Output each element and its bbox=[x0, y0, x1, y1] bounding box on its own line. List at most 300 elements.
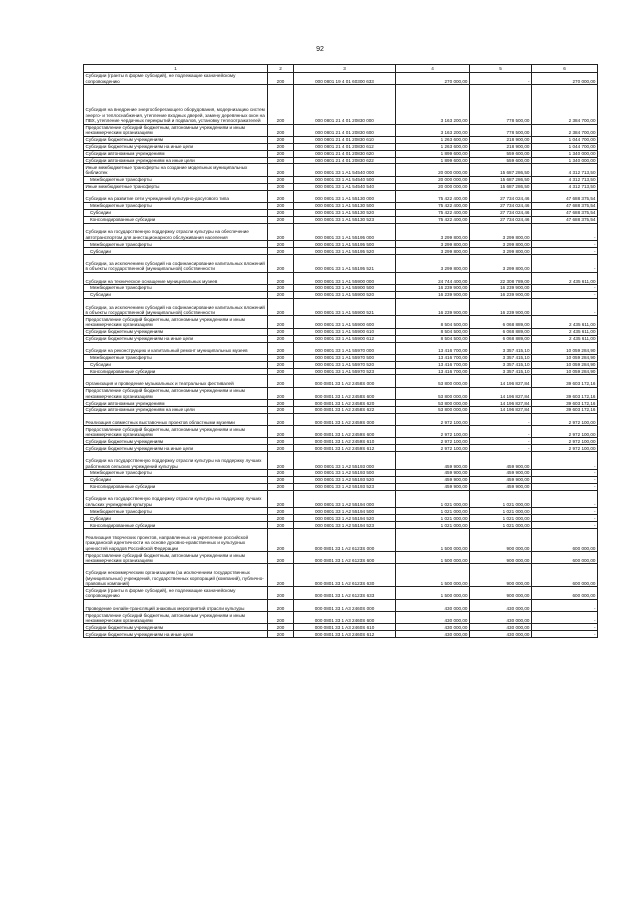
row-remainder-cell: 39 603 172,16 bbox=[532, 375, 598, 387]
row-name-cell: Организация и проведение музыкальных и театральных фестивалей bbox=[84, 375, 268, 387]
table-row bbox=[84, 176, 598, 183]
row-name-cell: Межбюджетные трансферты bbox=[84, 202, 268, 209]
table-row bbox=[84, 400, 598, 407]
row-name-cell: Субсидии некоммерческим организациям (за исключением государственных (муниципальных) учреждений, государственных корпораций (компаний), публично-правовых компаний) bbox=[84, 564, 268, 587]
row-ved-cell: 200 bbox=[268, 164, 294, 176]
row-approved-cell: 16 239 900,00 bbox=[396, 291, 470, 298]
row-remainder-cell: 4 312 713,50 bbox=[532, 183, 598, 190]
table-row bbox=[84, 164, 598, 176]
row-approved-cell: 2 972 100,00 bbox=[396, 413, 470, 425]
row-name-cell: Субсидии автономным учреждениям на иные цели bbox=[84, 157, 268, 164]
row-approved-cell: 20 000 000,00 bbox=[396, 164, 470, 176]
table-row bbox=[84, 316, 598, 328]
header-row bbox=[84, 65, 598, 73]
row-approved-cell: 459 900,00 bbox=[396, 483, 470, 490]
row-approved-cell: 459 900,00 bbox=[396, 469, 470, 476]
row-executed-cell: 6 068 889,00 bbox=[470, 328, 532, 335]
row-remainder-cell: 2 435 611,00 bbox=[532, 328, 598, 335]
row-approved-cell: 430 000,00 bbox=[396, 612, 470, 624]
table-row bbox=[84, 361, 598, 368]
row-ved-cell: 200 bbox=[268, 406, 294, 413]
table-row bbox=[84, 150, 598, 157]
table-row bbox=[84, 438, 598, 445]
row-name-cell: Проведение онлайн-трансляций знаковых мероприятий отрасли культуры bbox=[84, 599, 268, 611]
row-ved-cell: 200 bbox=[268, 528, 294, 551]
row-remainder-cell: 2 435 611,00 bbox=[532, 316, 598, 328]
row-executed-cell: 778 500,00 bbox=[470, 85, 532, 124]
row-name-cell: Субсидия на внедрение энергосберегающего оборудования, модернизацию систем энерго- и теплоснабжения, утепление входных дверей, замену деревянных окон на ПВХ, утепление чердачных перекрытий и подвалов, установку теплоотражателей bbox=[84, 85, 268, 124]
row-remainder-cell: 47 688 375,54 bbox=[532, 216, 598, 223]
row-remainder-cell: - bbox=[532, 599, 598, 611]
table-row bbox=[84, 241, 598, 248]
row-approved-cell: 1 500 000,00 bbox=[396, 552, 470, 564]
row-ved-cell: 200 bbox=[268, 85, 294, 124]
table-row bbox=[84, 387, 598, 399]
row-executed-cell: 14 196 827,84 bbox=[470, 406, 532, 413]
row-approved-cell: 20 000 000,00 bbox=[396, 183, 470, 190]
row-code-cell: 000 0801 33 1 A2 2458S 600 bbox=[294, 387, 396, 399]
row-ved-cell: 200 bbox=[268, 426, 294, 438]
row-ved-cell: 200 bbox=[268, 587, 294, 599]
header-cell-4: 4 bbox=[396, 65, 470, 73]
row-executed-cell: 3 357 415,10 bbox=[470, 361, 532, 368]
row-approved-cell: 16 239 900,00 bbox=[396, 284, 470, 291]
row-name-cell: Иные межбюджетные трансферты на создание модельных муниципальных библиотек bbox=[84, 164, 268, 176]
row-code-cell: 000 0801 33 1 A1 55970 520 bbox=[294, 361, 396, 368]
row-approved-cell: 53 800 000,00 bbox=[396, 387, 470, 399]
row-code-cell: 000 0801 33 1 A1 55900 000 bbox=[294, 272, 396, 284]
row-approved-cell: 459 900,00 bbox=[396, 452, 470, 470]
row-approved-cell: 13 416 700,00 bbox=[396, 361, 470, 368]
row-approved-cell: 2 972 100,00 bbox=[396, 438, 470, 445]
row-ved-cell: 200 bbox=[268, 413, 294, 425]
row-ved-cell: 200 bbox=[268, 284, 294, 291]
row-approved-cell: 8 504 500,00 bbox=[396, 328, 470, 335]
row-ved-cell: 200 bbox=[268, 183, 294, 190]
table-row bbox=[84, 508, 598, 515]
table-row bbox=[84, 624, 598, 631]
row-name-cell: Субсидии bbox=[84, 291, 268, 298]
row-remainder-cell: 2 435 611,00 bbox=[532, 335, 598, 342]
row-remainder-cell: - bbox=[532, 476, 598, 483]
row-executed-cell: 27 734 024,46 bbox=[470, 202, 532, 209]
row-name-cell: Консолидированные субсидии bbox=[84, 483, 268, 490]
table-row bbox=[84, 190, 598, 202]
row-name-cell: Субсидии бюджетным учреждениям на иные цели bbox=[84, 335, 268, 342]
row-executed-cell: 27 734 024,46 bbox=[470, 209, 532, 216]
row-remainder-cell: - bbox=[532, 508, 598, 515]
row-remainder-cell: 39 603 172,16 bbox=[532, 406, 598, 413]
row-name-cell: Субсидии на реконструкцию и капитальный ремонт муниципальных музеев bbox=[84, 342, 268, 354]
row-approved-cell: 13 416 700,00 bbox=[396, 354, 470, 361]
row-ved-cell: 200 bbox=[268, 624, 294, 631]
row-code-cell: 000 0801 33 1 A1 55900 612 bbox=[294, 335, 396, 342]
row-ved-cell: 200 bbox=[268, 375, 294, 387]
row-ved-cell: 200 bbox=[268, 469, 294, 476]
row-ved-cell: 200 bbox=[268, 209, 294, 216]
row-code-cell: 000 0801 33 1 A2 6123S 000 bbox=[294, 528, 396, 551]
row-remainder-cell: - bbox=[532, 248, 598, 255]
row-remainder-cell: - bbox=[532, 469, 598, 476]
row-approved-cell: 24 744 400,00 bbox=[396, 272, 470, 284]
row-code-cell: 000 0801 33 1 A2 55194 500 bbox=[294, 508, 396, 515]
row-executed-cell: 459 900,00 bbox=[470, 469, 532, 476]
row-code-cell: 000 0801 33 1 A2 2459S 610 bbox=[294, 438, 396, 445]
budget-table-body bbox=[84, 65, 598, 638]
table-row bbox=[84, 328, 598, 335]
row-ved-cell: 200 bbox=[268, 136, 294, 143]
row-name-cell: Субсидии бюджетным учреждениям bbox=[84, 328, 268, 335]
table-row bbox=[84, 143, 598, 150]
row-ved-cell: 200 bbox=[268, 400, 294, 407]
row-code-cell: 000 0801 33 1 A1 55900 610 bbox=[294, 328, 396, 335]
row-code-cell: 000 0801 33 1 A1 55970 523 bbox=[294, 368, 396, 375]
row-executed-cell: 459 900,00 bbox=[470, 476, 532, 483]
row-name-cell: Межбюджетные трансферты bbox=[84, 176, 268, 183]
row-code-cell: 000 0801 33 1 A1 55970 000 bbox=[294, 342, 396, 354]
row-remainder-cell: 270 000,00 bbox=[532, 73, 598, 85]
row-code-cell: 000 0801 33 1 A1 55130 520 bbox=[294, 209, 396, 216]
table-row bbox=[84, 483, 598, 490]
row-executed-cell: 1 021 000,00 bbox=[470, 522, 532, 529]
row-executed-cell: 15 687 286,50 bbox=[470, 183, 532, 190]
page-number: 92 bbox=[316, 46, 324, 53]
table-row bbox=[84, 124, 598, 136]
row-remainder-cell: - bbox=[532, 223, 598, 241]
row-executed-cell: 430 000,00 bbox=[470, 612, 532, 624]
row-name-cell: Консолидированные субсидии bbox=[84, 216, 268, 223]
row-ved-cell: 200 bbox=[268, 248, 294, 255]
row-remainder-cell: 600 000,00 bbox=[532, 552, 598, 564]
table-row bbox=[84, 209, 598, 216]
row-name-cell: Иные межбюджетные трансферты bbox=[84, 183, 268, 190]
row-ved-cell: 200 bbox=[268, 328, 294, 335]
row-remainder-cell: 600 000,00 bbox=[532, 564, 598, 587]
row-executed-cell: 900 000,00 bbox=[470, 564, 532, 587]
row-name-cell: Субсидии, за исключением субсидий на софинансирование капитальных вложений в объекты государственной (муниципальной) собственности bbox=[84, 254, 268, 272]
row-ved-cell: 200 bbox=[268, 241, 294, 248]
row-remainder-cell: 10 059 284,90 bbox=[532, 368, 598, 375]
table-row bbox=[84, 248, 598, 255]
table-row bbox=[84, 564, 598, 587]
row-executed-cell: 3 357 415,10 bbox=[470, 342, 532, 354]
row-code-cell: 000 0801 33 1 A1 55130 523 bbox=[294, 216, 396, 223]
row-name-cell: Предоставление субсидий бюджетным, автономным учреждениям и иным некоммерческим организациям bbox=[84, 124, 268, 136]
row-remainder-cell: - bbox=[532, 241, 598, 248]
row-ved-cell: 200 bbox=[268, 387, 294, 399]
row-code-cell: 000 0801 21 4 01 20830 610 bbox=[294, 136, 396, 143]
row-remainder-cell: 2 972 100,00 bbox=[532, 426, 598, 438]
row-ved-cell: 200 bbox=[268, 508, 294, 515]
row-executed-cell: 6 068 889,00 bbox=[470, 335, 532, 342]
row-approved-cell: 2 972 100,00 bbox=[396, 426, 470, 438]
row-remainder-cell: - bbox=[532, 483, 598, 490]
row-approved-cell: 53 800 000,00 bbox=[396, 406, 470, 413]
row-ved-cell: 200 bbox=[268, 202, 294, 209]
row-remainder-cell: 4 312 713,50 bbox=[532, 164, 598, 176]
row-code-cell: 000 0801 21 4 01 20830 000 bbox=[294, 85, 396, 124]
row-executed-cell: 778 500,00 bbox=[470, 124, 532, 136]
row-remainder-cell: - bbox=[532, 522, 598, 529]
table-row bbox=[84, 291, 598, 298]
row-code-cell: 000 0801 33 1 A1 55195 500 bbox=[294, 241, 396, 248]
header-cell-5: 5 bbox=[470, 65, 532, 73]
table-row bbox=[84, 515, 598, 522]
row-ved-cell: 200 bbox=[268, 298, 294, 316]
row-approved-cell: 53 800 000,00 bbox=[396, 400, 470, 407]
row-remainder-cell: 2 384 700,00 bbox=[532, 85, 598, 124]
row-approved-cell: 3 299 800,00 bbox=[396, 241, 470, 248]
table-row bbox=[84, 476, 598, 483]
row-approved-cell: 8 504 500,00 bbox=[396, 316, 470, 328]
row-approved-cell: 1 021 000,00 bbox=[396, 515, 470, 522]
row-ved-cell: 200 bbox=[268, 223, 294, 241]
row-name-cell: Субсидии bbox=[84, 248, 268, 255]
row-code-cell: 000 0801 21 4 01 20830 622 bbox=[294, 157, 396, 164]
row-remainder-cell: 2 972 100,00 bbox=[532, 438, 598, 445]
row-ved-cell: 200 bbox=[268, 612, 294, 624]
row-code-cell: 000 0801 33 1 A3 2460S 612 bbox=[294, 631, 396, 638]
row-approved-cell: 75 422 400,00 bbox=[396, 216, 470, 223]
row-executed-cell: 1 021 000,00 bbox=[470, 508, 532, 515]
row-name-cell: Межбюджетные трансферты bbox=[84, 469, 268, 476]
budget-table bbox=[83, 64, 598, 638]
row-remainder-cell: 2 972 100,00 bbox=[532, 445, 598, 452]
row-ved-cell: 200 bbox=[268, 452, 294, 470]
row-ved-cell: 200 bbox=[268, 599, 294, 611]
row-ved-cell: 200 bbox=[268, 361, 294, 368]
row-name-cell: Субсидии bbox=[84, 476, 268, 483]
row-ved-cell: 200 bbox=[268, 342, 294, 354]
row-name-cell: Реализация творческих проектов, направленных на укрепление российской гражданской идентичности на основе духовно-нравственных и культурных ценностей народов Российской Федерации bbox=[84, 528, 268, 551]
row-ved-cell: 200 bbox=[268, 190, 294, 202]
table-row bbox=[84, 406, 598, 413]
row-ved-cell: 200 bbox=[268, 438, 294, 445]
row-code-cell: 000 0801 33 1 A1 55900 520 bbox=[294, 291, 396, 298]
row-code-cell: 000 0801 33 1 A1 55130 500 bbox=[294, 202, 396, 209]
row-name-cell: Межбюджетные трансферты bbox=[84, 354, 268, 361]
row-executed-cell: 218 900,00 bbox=[470, 143, 532, 150]
row-code-cell: 000 0801 33 1 A1 54540 000 bbox=[294, 164, 396, 176]
row-code-cell: 000 0801 33 1 A3 2460S 000 bbox=[294, 599, 396, 611]
row-name-cell: Субсидии бюджетным учреждениям bbox=[84, 438, 268, 445]
row-remainder-cell: - bbox=[532, 624, 598, 631]
table-row bbox=[84, 612, 598, 624]
row-code-cell: 000 0801 21 4 01 20830 612 bbox=[294, 143, 396, 150]
row-ved-cell: 200 bbox=[268, 73, 294, 85]
row-ved-cell: 200 bbox=[268, 291, 294, 298]
row-ved-cell: 200 bbox=[268, 143, 294, 150]
row-code-cell: 000 0801 33 1 A2 55194 523 bbox=[294, 522, 396, 529]
row-remainder-cell: - bbox=[532, 291, 598, 298]
row-name-cell: Предоставление субсидий бюджетным, автономным учреждениям и иным некоммерческим организациям bbox=[84, 612, 268, 624]
table-row bbox=[84, 552, 598, 564]
table-row bbox=[84, 522, 598, 529]
row-name-cell: Субсидии на развитие сети учреждений культурно-досугового типа bbox=[84, 190, 268, 202]
table-row bbox=[84, 73, 598, 85]
row-approved-cell: 3 299 800,00 bbox=[396, 248, 470, 255]
row-name-cell: Межбюджетные трансферты bbox=[84, 284, 268, 291]
row-executed-cell: 15 687 286,50 bbox=[470, 164, 532, 176]
row-ved-cell: 200 bbox=[268, 316, 294, 328]
row-executed-cell: 900 000,00 bbox=[470, 587, 532, 599]
row-ved-cell: 200 bbox=[268, 552, 294, 564]
header-cell-1: 1 bbox=[84, 65, 268, 73]
row-remainder-cell: - bbox=[532, 254, 598, 272]
row-code-cell: 000 0801 33 1 A1 55900 521 bbox=[294, 298, 396, 316]
row-approved-cell: 1 021 000,00 bbox=[396, 508, 470, 515]
row-executed-cell: 459 900,00 bbox=[470, 483, 532, 490]
row-name-cell: Субсидии на техническое оснащение муниципальных музеев bbox=[84, 272, 268, 284]
row-code-cell: 000 0801 19 4 01 60300 633 bbox=[294, 73, 396, 85]
row-code-cell: 000 0801 33 1 A3 2460S 610 bbox=[294, 624, 396, 631]
table-row bbox=[84, 342, 598, 354]
row-ved-cell: 200 bbox=[268, 522, 294, 529]
row-remainder-cell: 2 435 611,00 bbox=[532, 272, 598, 284]
row-code-cell: 000 0801 21 4 01 20830 600 bbox=[294, 124, 396, 136]
row-executed-cell: - bbox=[470, 438, 532, 445]
row-ved-cell: 200 bbox=[268, 483, 294, 490]
row-name-cell: Субсидии (гранты в форме субсидий), не подлежащие казначейскому сопровождению bbox=[84, 73, 268, 85]
table-row bbox=[84, 469, 598, 476]
row-remainder-cell: 600 000,00 bbox=[532, 528, 598, 551]
table-row bbox=[84, 335, 598, 342]
row-approved-cell: 53 800 000,00 bbox=[396, 375, 470, 387]
row-code-cell: 000 0801 33 1 A2 2459S 612 bbox=[294, 445, 396, 452]
row-approved-cell: 13 416 700,00 bbox=[396, 342, 470, 354]
row-approved-cell: 1 263 600,00 bbox=[396, 143, 470, 150]
row-approved-cell: 3 299 800,00 bbox=[396, 223, 470, 241]
row-executed-cell: 27 734 024,46 bbox=[470, 190, 532, 202]
row-name-cell: Субсидии бюджетным учреждениям bbox=[84, 624, 268, 631]
row-executed-cell: - bbox=[470, 426, 532, 438]
row-name-cell: Субсидии автономным учреждениям bbox=[84, 150, 268, 157]
row-executed-cell: 900 000,00 bbox=[470, 552, 532, 564]
row-code-cell: 000 0801 21 4 01 20830 620 bbox=[294, 150, 396, 157]
row-ved-cell: 200 bbox=[268, 490, 294, 508]
row-name-cell: Субсидии автономным учреждениям на иные цели bbox=[84, 406, 268, 413]
table-row bbox=[84, 599, 598, 611]
row-code-cell: 000 0801 33 1 A2 6123S 630 bbox=[294, 564, 396, 587]
row-name-cell: Субсидии бюджетным учреждениям на иные цели bbox=[84, 631, 268, 638]
row-ved-cell: 200 bbox=[268, 515, 294, 522]
row-approved-cell: 16 239 900,00 bbox=[396, 298, 470, 316]
row-executed-cell: 218 900,00 bbox=[470, 136, 532, 143]
row-remainder-cell: 4 312 713,50 bbox=[532, 176, 598, 183]
row-name-cell: Предоставление субсидий бюджетным, автономным учреждениям и иным некоммерческим организациям bbox=[84, 316, 268, 328]
row-approved-cell: 8 504 500,00 bbox=[396, 335, 470, 342]
row-code-cell: 000 0801 33 1 A2 55193 523 bbox=[294, 483, 396, 490]
row-code-cell: 000 0801 33 1 A2 55193 520 bbox=[294, 476, 396, 483]
table-row bbox=[84, 528, 598, 551]
row-executed-cell: 16 239 900,00 bbox=[470, 298, 532, 316]
row-executed-cell: 6 068 889,00 bbox=[470, 316, 532, 328]
row-executed-cell: 3 299 800,00 bbox=[470, 248, 532, 255]
row-approved-cell: 1 021 000,00 bbox=[396, 490, 470, 508]
row-executed-cell: 14 196 827,84 bbox=[470, 400, 532, 407]
row-ved-cell: 200 bbox=[268, 564, 294, 587]
row-executed-cell: 1 021 000,00 bbox=[470, 490, 532, 508]
row-ved-cell: 200 bbox=[268, 150, 294, 157]
row-code-cell: 000 0801 33 1 A2 6123S 633 bbox=[294, 587, 396, 599]
row-approved-cell: 430 000,00 bbox=[396, 624, 470, 631]
row-code-cell: 000 0801 33 1 A1 54540 500 bbox=[294, 176, 396, 183]
row-executed-cell: 27 734 024,46 bbox=[470, 216, 532, 223]
row-executed-cell: 459 900,00 bbox=[470, 452, 532, 470]
row-executed-cell: 559 600,00 bbox=[470, 150, 532, 157]
row-name-cell: Предоставление субсидий бюджетным, автономным учреждениям и иным некоммерческим организациям bbox=[84, 426, 268, 438]
row-remainder-cell: 47 688 375,54 bbox=[532, 190, 598, 202]
row-executed-cell: - bbox=[470, 445, 532, 452]
table-row bbox=[84, 157, 598, 164]
table-row bbox=[84, 354, 598, 361]
row-remainder-cell: - bbox=[532, 612, 598, 624]
row-code-cell: 000 0801 33 1 A1 55195 520 bbox=[294, 248, 396, 255]
row-name-cell: Субсидии на государственную поддержку отрасли культуры на поддержку лучших работников сельских учреждений культуры bbox=[84, 452, 268, 470]
row-remainder-cell: 2 972 100,00 bbox=[532, 413, 598, 425]
row-name-cell: Консолидированные субсидии bbox=[84, 368, 268, 375]
row-executed-cell: 430 000,00 bbox=[470, 631, 532, 638]
row-remainder-cell: 10 059 284,90 bbox=[532, 354, 598, 361]
row-executed-cell: - bbox=[470, 73, 532, 85]
row-approved-cell: 1 500 000,00 bbox=[396, 564, 470, 587]
row-code-cell: 000 0801 33 1 A1 55195 000 bbox=[294, 223, 396, 241]
table-row bbox=[84, 375, 598, 387]
row-remainder-cell: - bbox=[532, 631, 598, 638]
row-approved-cell: 1 021 000,00 bbox=[396, 522, 470, 529]
row-code-cell: 000 0801 33 1 A2 2458S 622 bbox=[294, 406, 396, 413]
row-remainder-cell: 39 603 172,16 bbox=[532, 400, 598, 407]
row-approved-cell: 3 299 800,00 bbox=[396, 254, 470, 272]
row-executed-cell: 16 239 900,00 bbox=[470, 291, 532, 298]
row-name-cell: Субсидии bbox=[84, 209, 268, 216]
row-remainder-cell: 1 044 700,00 bbox=[532, 143, 598, 150]
row-name-cell: Субсидии на государственную поддержку отрасли культуры на поддержку лучших сельских учреждений культуры bbox=[84, 490, 268, 508]
row-code-cell: 000 0801 33 1 A2 55194 000 bbox=[294, 490, 396, 508]
table-row bbox=[84, 452, 598, 470]
row-approved-cell: 75 422 400,00 bbox=[396, 209, 470, 216]
row-remainder-cell: - bbox=[532, 515, 598, 522]
row-ved-cell: 200 bbox=[268, 631, 294, 638]
row-code-cell: 000 0801 33 1 A1 55130 000 bbox=[294, 190, 396, 202]
row-ved-cell: 200 bbox=[268, 476, 294, 483]
row-remainder-cell: 600 000,00 bbox=[532, 587, 598, 599]
row-name-cell: Субсидии на государственную поддержку отрасли культуры на обеспечение автотранспортом для анестационарного обслуживания населения bbox=[84, 223, 268, 241]
row-name-cell: Предоставление субсидий бюджетным, автономным учреждениям и иным некоммерческим организациям bbox=[84, 387, 268, 399]
row-ved-cell: 200 bbox=[268, 354, 294, 361]
row-code-cell: 000 0801 33 1 A3 2460S 600 bbox=[294, 612, 396, 624]
row-remainder-cell: 1 044 700,00 bbox=[532, 136, 598, 143]
row-name-cell: Субсидии bbox=[84, 361, 268, 368]
row-ved-cell: 200 bbox=[268, 176, 294, 183]
row-name-cell: Субсидии, за исключением субсидий на софинансирование капитальных вложений в объекты государственной (муниципальной) собственности bbox=[84, 298, 268, 316]
row-approved-cell: 3 163 200,00 bbox=[396, 124, 470, 136]
row-name-cell: Межбюджетные трансферты bbox=[84, 508, 268, 515]
row-approved-cell: 13 416 700,00 bbox=[396, 368, 470, 375]
row-code-cell: 000 0801 33 1 A1 55900 500 bbox=[294, 284, 396, 291]
row-approved-cell: 75 422 400,00 bbox=[396, 190, 470, 202]
row-name-cell: Субсидии бюджетным учреждениям bbox=[84, 136, 268, 143]
row-name-cell: Субсидии bbox=[84, 515, 268, 522]
row-ved-cell: 200 bbox=[268, 216, 294, 223]
table-row bbox=[84, 254, 598, 272]
table-row bbox=[84, 426, 598, 438]
row-code-cell: 000 0801 33 1 A2 55193 000 bbox=[294, 452, 396, 470]
row-ved-cell: 200 bbox=[268, 157, 294, 164]
row-name-cell: Субсидии бюджетным учреждениям на иные цели bbox=[84, 143, 268, 150]
row-ved-cell: 200 bbox=[268, 272, 294, 284]
row-name-cell: Консолидированные субсидии bbox=[84, 522, 268, 529]
